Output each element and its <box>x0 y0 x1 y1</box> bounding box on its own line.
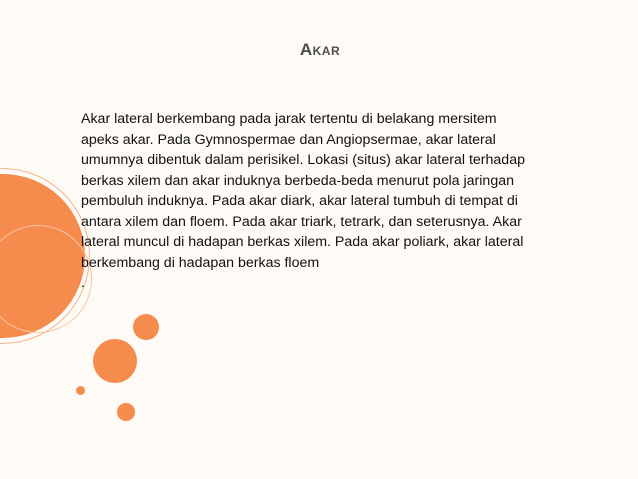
text-line: apeks akar. Pada Gymnospermae dan Angiopsermae, akar lateral <box>81 131 496 148</box>
medium-circle-decoration <box>93 339 137 383</box>
text-line: berkembang di hadapan berkas floem <box>81 254 320 271</box>
slide-title: Akar <box>299 40 341 59</box>
text-line: lateral muncul di hadapan berkas xilem. Pada akar poliark, akar lateral <box>81 234 524 250</box>
text-line: umumnya dibentuk dalam perisikel. Lokasi (situs) akar lateral terhadap <box>81 152 525 168</box>
text-line: pembuluh induknya. Pada akar diark, akar lateral tumbuh di tempat di <box>81 193 518 209</box>
small-circle-decoration <box>133 314 159 340</box>
text-line: Akar lateral berkembang pada jarak tertentu di belakang mersitem <box>81 111 497 127</box>
text-line: berkas xilem dan akar induknya berbeda-beda menurut pola jaringan <box>81 172 514 189</box>
body-paragraph <box>81 109 591 294</box>
small-bottom-circle-decoration <box>117 403 135 421</box>
text-line: . <box>81 275 85 291</box>
text-line: antara xilem dan floem. Pada akar triark, tetrark, dan seterusnya. Akar <box>81 213 522 230</box>
tiny-dot-decoration <box>76 386 85 395</box>
